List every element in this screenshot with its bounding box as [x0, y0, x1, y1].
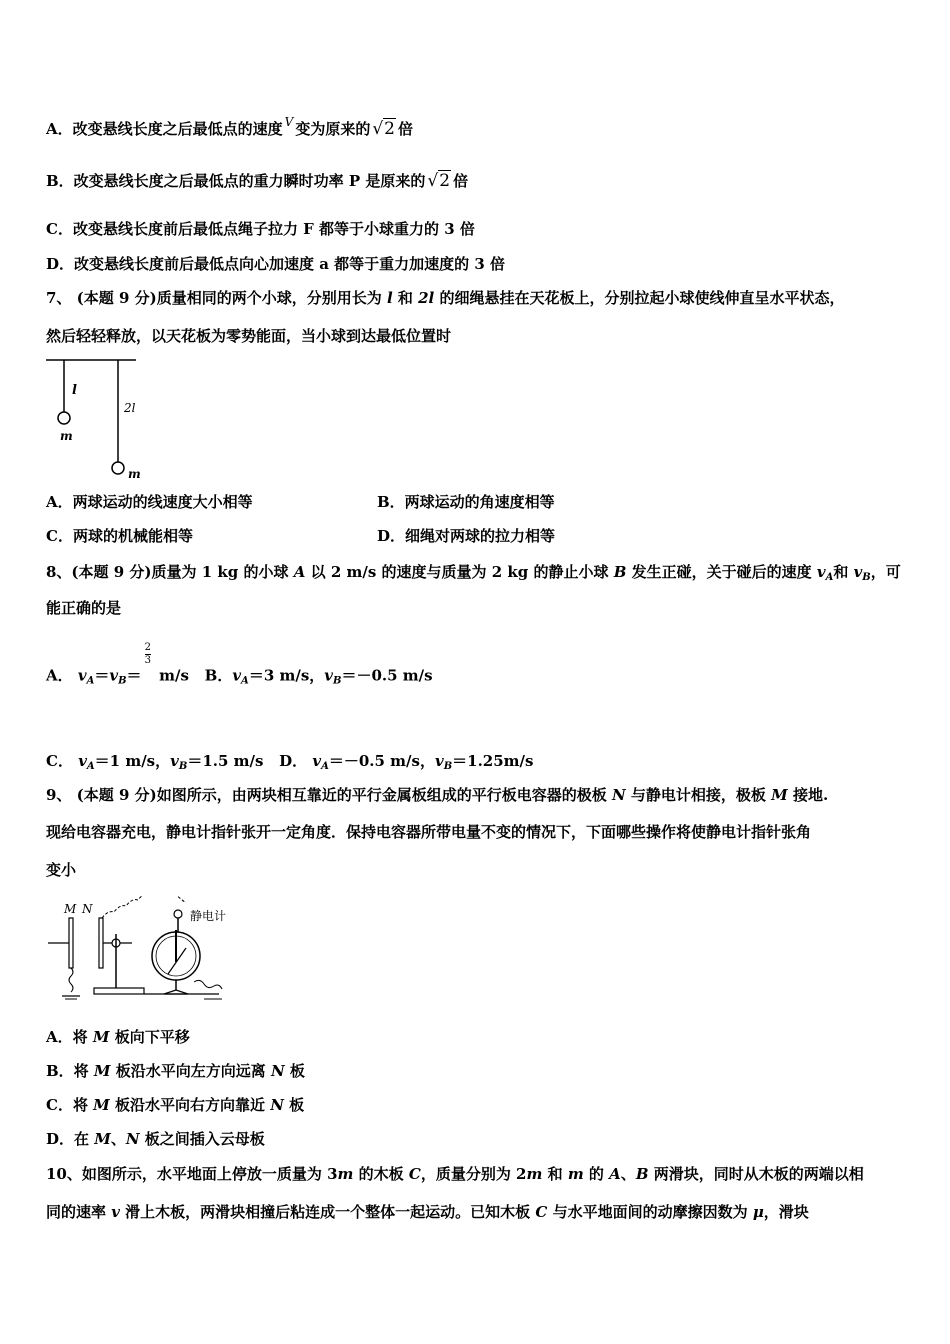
q6-option-a-mid: 变为原来的 [295, 120, 371, 138]
q9-option-a[interactable]: A．将 M 板向下平移 [46, 1028, 190, 1046]
q6-option-b-post: 倍 [453, 172, 469, 190]
label-m2: m [128, 467, 141, 481]
q6-option-d[interactable]: D．改变悬线长度前后最低点向心加速度 a 都等于重力加速度的 3 倍 [46, 255, 506, 273]
label-l: l [72, 383, 77, 398]
q8-stem-line1: 8、(本题 9 分)质量为 1 kg 的小球 A 以 2 m/s 的速度与质量为 2 kg 的静止小球 B 发生正碰，关于碰后的速度 $v_A$和 $v_B$，可 [46, 563, 901, 583]
long-pendulum-ball [112, 462, 124, 474]
label-N: N [82, 902, 93, 916]
q8-stem-line2: 能正确的是 [46, 599, 122, 617]
q9-stem-line2: 现给电容器充电，静电计指针张开一定角度．保持电容器所带电量不变的情况下，下面哪些操作将使静电计指针张角 [46, 823, 812, 841]
q9-option-d[interactable]: D．在 M、N 板之间插入云母板 [46, 1130, 265, 1148]
plate-M [69, 918, 73, 968]
q7-stem-line1: 7、 (本题 9 分)质量相同的两个小球，分别用长为 l 和 2l 的细绳悬挂在天花板上，分别拉起小球使线伸直呈水平状态， [46, 289, 845, 307]
q6-option-b[interactable] [46, 171, 468, 191]
label-electrometer: 静电计 [190, 909, 227, 923]
pendulum-figure [44, 354, 154, 482]
q9-option-b[interactable]: B．将 M 板沿水平向左方向远离 N 板 [46, 1062, 305, 1080]
q9-option-c[interactable]: C．将 M 板沿水平向右方向靠近 N 板 [46, 1096, 305, 1114]
q8-options-cd[interactable]: C． $v_A=1$ m/s，$v_B=1.5$ m/s D． $v_A=-0.5$ m/s，$v_B=1.25m/s$ [46, 752, 534, 772]
short-pendulum-ball [58, 412, 70, 424]
q10-stem-line1: 10、如图所示，水平地面上停放一质量为 3m 的木板 C，质量分别为 2m 和 m 的 A、B 两滑块，同时从木板的两端以相 [46, 1165, 864, 1183]
q6-option-a-text: A．改变悬线长度之后最低点的速度 [46, 120, 283, 138]
electrometer-knob [174, 910, 182, 918]
q8-options-ab[interactable]: A． $v_A=v_B=$ $\frac{2}{3}$ m/s B．$v_A=3$ m/s，$v_B=-0.5$ m/s [46, 642, 433, 687]
q9-stem-line3: 变小 [46, 861, 77, 879]
q7-option-b[interactable]: B．两球运动的角速度相等 [377, 493, 555, 511]
q7-stem-line2: 然后轻轻释放，以天花板为零势能面，当小球到达最低位置时 [46, 327, 452, 345]
label-2l: 2l [124, 401, 136, 415]
q6-option-a[interactable] [46, 112, 413, 139]
sqrt-expression: √2 [427, 171, 451, 191]
q7-option-a[interactable]: A．两球运动的线速度大小相等 [46, 493, 253, 511]
q7-option-d[interactable]: D．细绳对两球的拉力相等 [377, 527, 556, 545]
label-M: M [64, 902, 77, 916]
q6-option-c[interactable]: C．改变悬线长度前后最低点绳子拉力 F 都等于小球重力的 3 倍 [46, 220, 475, 238]
sqrt-expression: √2 [372, 119, 395, 139]
q6-option-b-text: B．改变悬线长度之后最低点的重力瞬时功率 P 是原来的 [46, 172, 426, 190]
q6-option-a-post: 倍 [398, 120, 414, 138]
q7-option-c[interactable]: C．两球的机械能相等 [46, 527, 193, 545]
q10-stem-line2: 同的速率 v 滑上木板，两滑块相撞后粘连成一个整体一起运动。已知木板 C 与水平地面间的动摩擦因数为 μ，滑块 [46, 1203, 809, 1221]
capacitor-electrometer-figure [44, 896, 234, 1006]
label-m1: m [60, 429, 73, 443]
q9-stem-line1: 9、 (本题 9 分)如图所示，由两块相互靠近的平行金属板组成的平行板电容器的极板 N 与静电计相接，极板 M 接地. [46, 786, 829, 804]
velocity-symbol: V [284, 115, 294, 129]
fraction-two-thirds: $\frac{2}{3}$ [144, 642, 151, 666]
plate-N [99, 918, 103, 968]
